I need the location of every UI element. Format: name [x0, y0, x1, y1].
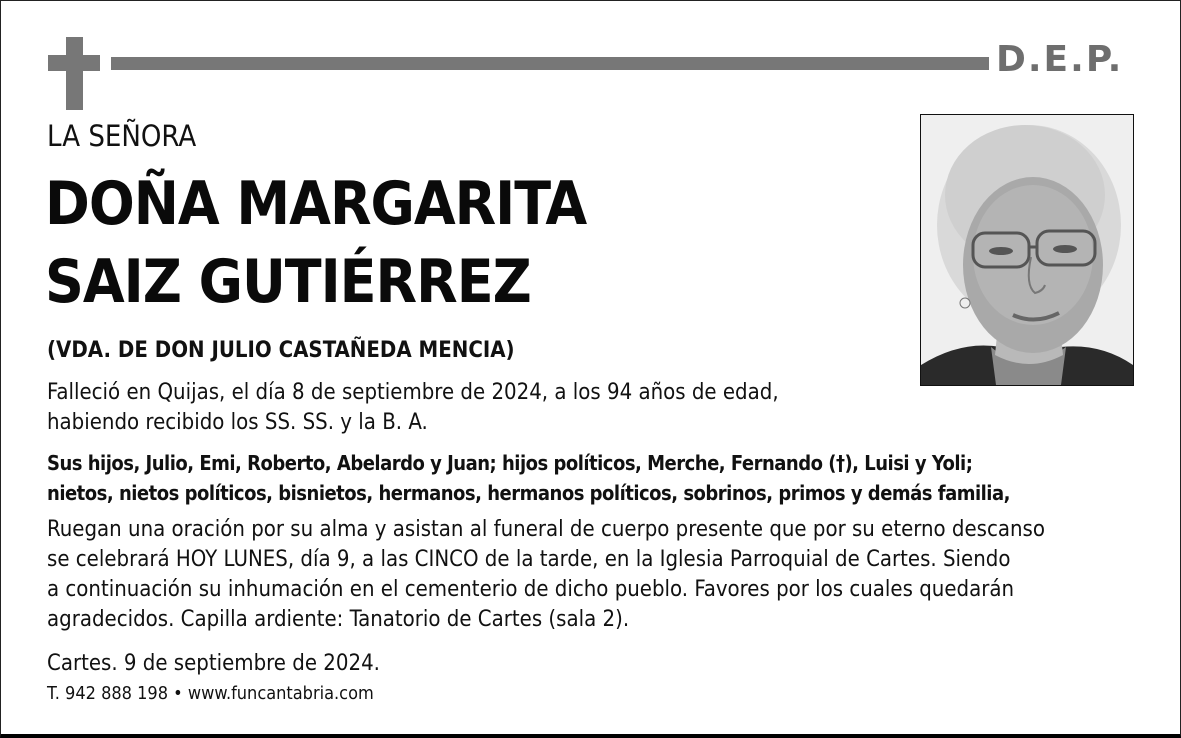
family-line-2: nietos, nietos políticos, bisnietos, hermanos, hermanos políticos, sobrinos, primos y demás familia,	[47, 481, 1010, 505]
request-line-1: Ruegan una oración por su alma y asistan al funeral de cuerpo presente que por su eterno descanso	[47, 517, 1045, 542]
place-date: Cartes. 9 de septiembre de 2024.	[47, 651, 380, 676]
family-list	[47, 448, 1010, 508]
contact-line: T. 942 888 198 • www.funcantabria.com	[47, 683, 374, 704]
cross-icon	[66, 37, 83, 110]
death-info-line-2: habiendo recibido los SS. SS. y la B. A.	[47, 410, 428, 435]
header-rule	[111, 57, 989, 70]
request-line-4: agradecidos. Capilla ardiente: Tanatorio de Cartes (sala 2).	[47, 607, 630, 632]
portrait-photo	[920, 114, 1134, 386]
funeral-request	[47, 515, 1045, 635]
portrait-illustration	[921, 115, 1133, 385]
deceased-name-line-1: DOÑA MARGARITA	[45, 169, 587, 239]
widow-of: (VDA. DE DON JULIO CASTAÑEDA MENCIA)	[47, 338, 515, 363]
deceased-name-line-2: SAIZ GUTIÉRREZ	[45, 247, 531, 317]
request-line-2: se celebrará HOY LUNES, día 9, a las CINCO de la tarde, en la Iglesia Parroquial de Cartes. Siendo	[47, 547, 1011, 572]
death-info-line-1: Falleció en Quijas, el día 8 de septiembre de 2024, a los 94 años de edad,	[47, 380, 779, 405]
request-line-3: a continuación su inhumación en el cementerio de dicho pueblo. Favores por los cuales quedarán	[47, 577, 1015, 602]
title-prefix: LA SEÑORA	[47, 119, 197, 153]
cross-icon-bar	[48, 55, 100, 71]
dep-label: D.E.P.	[996, 39, 1124, 80]
family-line-1: Sus hijos, Julio, Emi, Roberto, Abelardo y Juan; hijos políticos, Merche, Fernando (†), Luisi y Yoli;	[47, 451, 973, 475]
